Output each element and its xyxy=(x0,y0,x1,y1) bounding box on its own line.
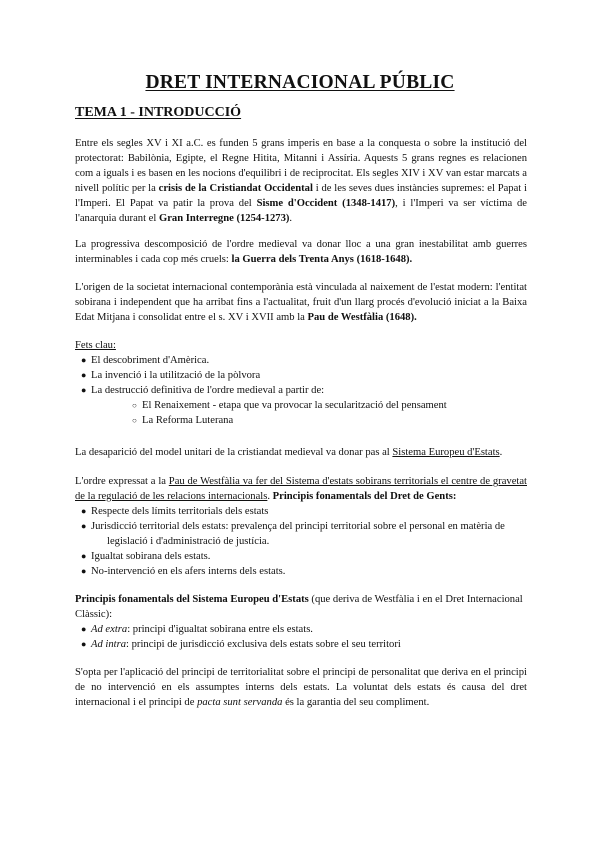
bullet-icon: ● xyxy=(81,370,87,380)
bullet-icon: ● xyxy=(81,506,87,516)
italic-term: pacta sunt servanda xyxy=(197,697,283,708)
bullet-icon: ● xyxy=(81,521,87,531)
list-subitem: ○ El Renaixement - etapa que va provocar la secularització del pensament xyxy=(132,400,447,411)
bullet-icon: ● xyxy=(81,551,87,561)
bold-term: crisis de la Cristiandat Occidental xyxy=(158,183,313,194)
section-heading: TEMA 1 - INTRODUCCIÓ xyxy=(75,105,242,120)
bullet-icon: ● xyxy=(81,355,87,365)
principles-list xyxy=(75,504,527,579)
list-subitem: ○ La Reforma Luterana xyxy=(132,415,234,426)
bullet-icon: ● xyxy=(81,566,87,576)
bold-term: Gran Interregne (1254-1273) xyxy=(158,213,290,224)
bullet-icon: ● xyxy=(81,385,87,395)
paragraph-european-system: Principis fonamentals del Sistema Europeu d'Estats (que deriva de Westfàlia i en el Dret Internacional Clàssic): ● Ad extra: principi d'igualtat sobirana entre els estats. ● Ad intra: principi de jurisdicció exclusiva dels estats sobre el seu territori xyxy=(75,592,527,652)
list-item: ● Jurisdicció territorial dels estats: prevalença del principi territorial sobre el personal en matèria de legislació i d'administració de justícia. xyxy=(81,521,505,547)
paragraph-medieval-order: La progressiva descomposició de l'ordre medieval va donar lloc a una gran inestabilitat amb guerres interminables i cada cop més cruels: la Guerra dels Trenta Anys (1618-1648). xyxy=(75,239,527,265)
list-item: ● No-intervenció en els afers interns dels estats. xyxy=(81,566,286,577)
list-item: ● Ad extra: principi d'igualtat sobirana entre els estats. xyxy=(81,624,313,635)
bold-term: Sisme d'Occident (1348-1417) xyxy=(256,198,396,209)
paragraph-territoriality: S'opta per l'aplicació del principi de territorialitat sobre el principi de personalitat que deriva en el principi de no intervenció en els assumptes interns dels estats. La voluntat dels estats és causa del dret internacional i el principi de pacta sunt servanda és la garantia del seu compliment. xyxy=(75,667,527,708)
list-item: ● Igualtat sobirana dels estats. xyxy=(81,551,211,562)
list-item: ● Ad intra: principi de jurisdicció exclusiva dels estats sobre el seu territori xyxy=(81,639,401,650)
underlined-term: Sistema Europeu d'Estats xyxy=(392,447,500,458)
circle-bullet-icon: ○ xyxy=(132,416,137,425)
list-item: ● La invenció i la utilització de la pòlvora xyxy=(81,370,261,381)
bold-term: la Guerra dels Trenta Anys (1618-1648). xyxy=(231,254,413,265)
list-item: ● Respecte dels límits territorials dels estats xyxy=(81,506,269,517)
paragraph-westphalia: L'ordre expressat a la Pau de Westfàlia va fer del Sistema d'estats sobirans territorials el centre de gravetat de la regulació de les relacions internacionals. Principis fonamentals del Dret de Gents: ● Respecte dels límits territorials dels estats ● Jurisdicció territorial dels estats: prevalença del principi territorial sobre el personal en matèria de legislació i d'administració de justícia. ● Igualtat sobirana dels estats. ● No-intervenció en els afers interns dels estats. xyxy=(75,476,527,577)
paragraph-origin: L'origen de la societat internacional contemporània està vinculada al naixement de l'estat modern: l'entitat sobirana i independent que ha arribat fins a l'actualitat, fruit d'un llarg procés d'evolució iniciat a la Baixa Edat Mitjana i consolidat entre el s. XV i XVII amb la Pau de Westfàlia (1648). xyxy=(75,282,527,323)
bold-term: Pau de Westfàlia (1648). xyxy=(307,312,417,323)
key-facts-heading: Fets clau: xyxy=(75,340,116,351)
paragraph-disappearance: La desaparició del model unitari de la cristiandat medieval va donar pas al Sistema Europeu d'Estats. xyxy=(75,447,503,458)
list-item: ● La destrucció definitiva de l'ordre medieval a partir de: xyxy=(81,385,325,396)
key-facts-section xyxy=(75,338,527,428)
european-principles-list xyxy=(75,622,527,652)
key-facts-list xyxy=(75,353,527,428)
underlined-term: Pau de Westfàlia va fer del Sistema d'estats sobirans territorials el centre de gravetat de la regulació de les relacions internacionals xyxy=(75,476,527,502)
bold-term: Principis fonamentals del Sistema Europeu d'Estats xyxy=(75,594,309,605)
paragraph-intro: Entre els segles XV i XI a.C. es funden 5 grans imperis en base a la conquesta o sobre la institució del protectorat: Babilònia, Egipte, el Regne Hitita, Mitanni i Assíria. Aquests 5 grans regnes es relacionen com a iguals i es basen en les nocions d'equilibri i de reciprocitat. Els segles XIV i XV van estar marcats a nivell polític per la crisis de la Cristiandat Occidental i de les seves dues instàncies supremes: el Papat i l'Imperi. El Papat va patir la prova del Sisme d'Occident (1348-1417), i l'Imperi va ser víctima de l'anarquia durant el Gran Interregne (1254-1273). xyxy=(75,138,528,224)
page-title: DRET INTERNACIONAL PÚBLIC xyxy=(145,72,455,93)
bullet-icon: ● xyxy=(81,624,87,634)
circle-bullet-icon: ○ xyxy=(132,401,137,410)
bullet-icon: ● xyxy=(81,639,87,649)
list-item: ● El descobriment d'Amèrica. xyxy=(81,355,210,366)
bold-term: Principis fonamentals del Dret de Gents: xyxy=(272,491,457,502)
